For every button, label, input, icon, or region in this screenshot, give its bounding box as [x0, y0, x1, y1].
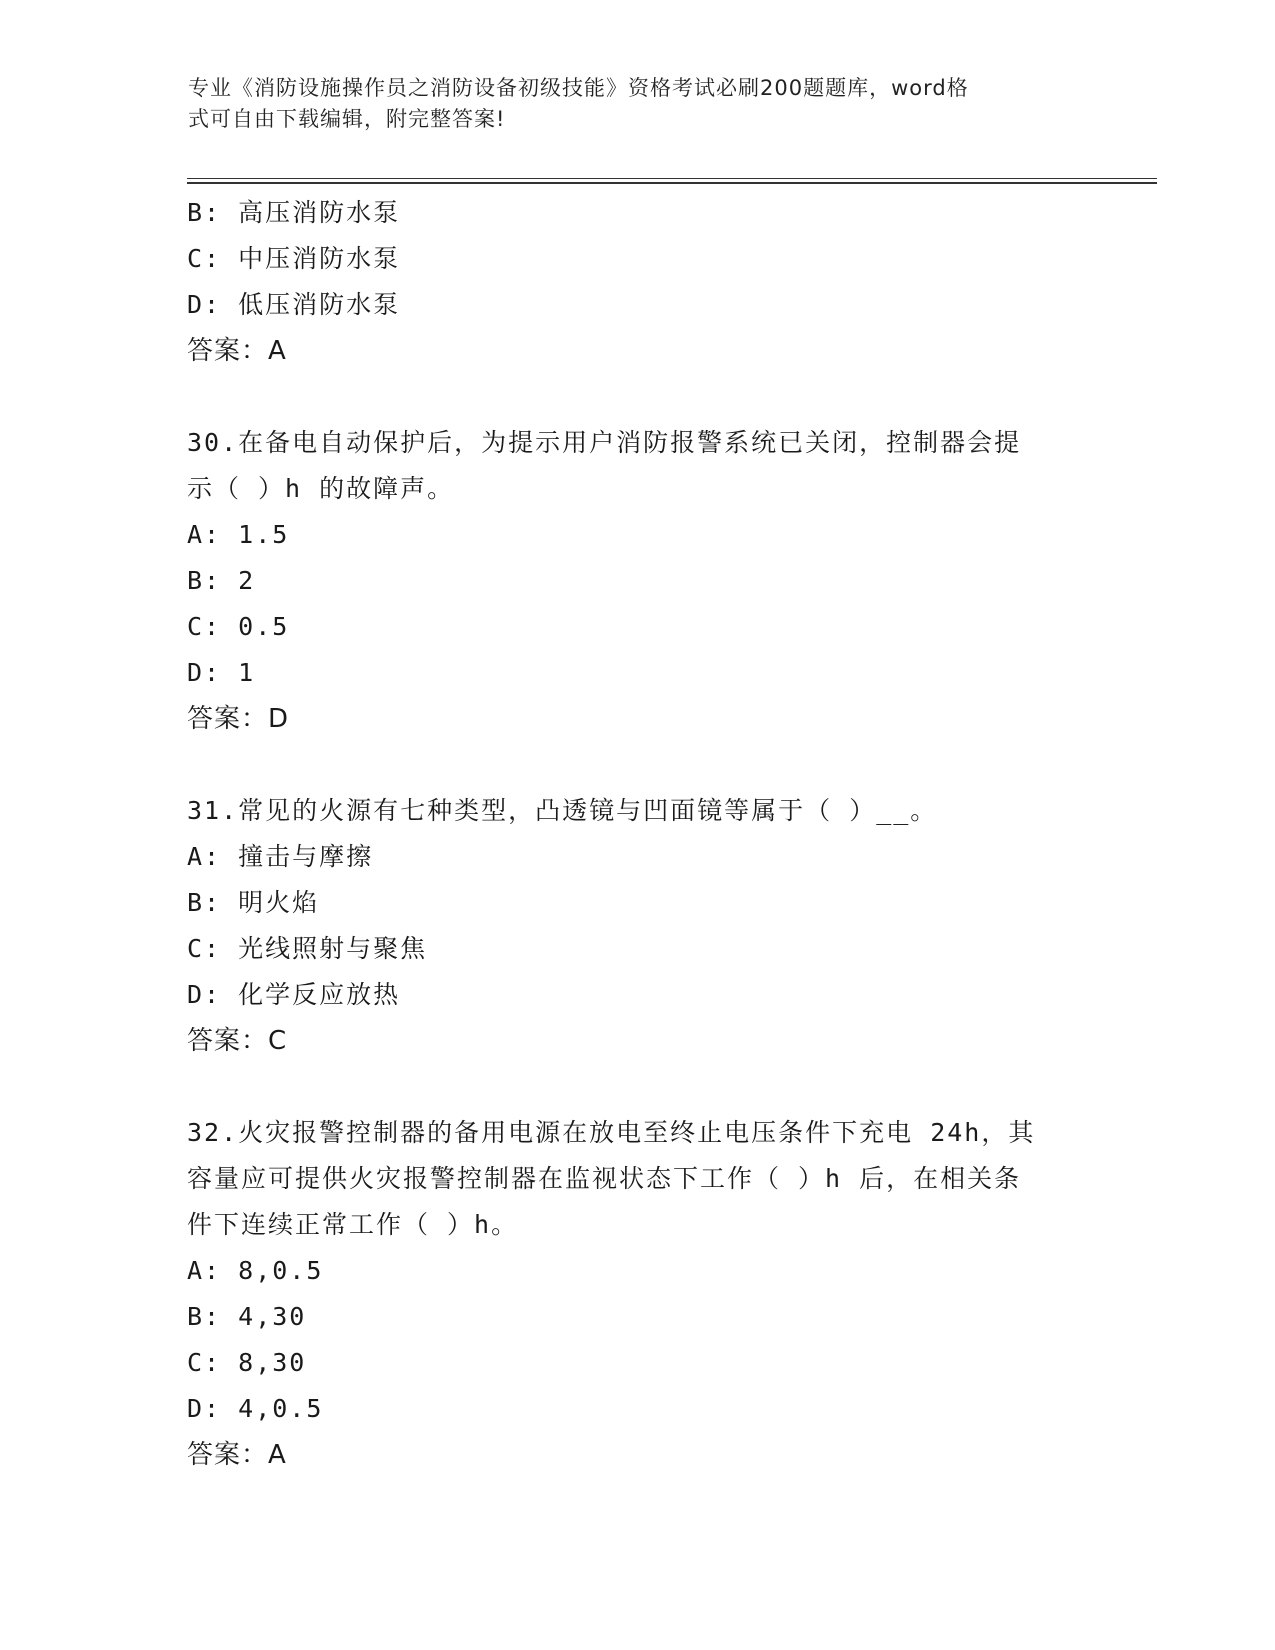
- option-d: D: 化学反应放热: [187, 980, 401, 1009]
- spacer: [187, 742, 1087, 788]
- question-text-line: 31.常见的火源有七种类型，凸透镜与凹面镜等属于（ ）__。: [187, 796, 938, 825]
- question-block-31: [187, 788, 1087, 1064]
- header-line-1: 专业《消防设施操作员之消防设备初级技能》资格考试必刷200题题库，word格: [188, 76, 969, 100]
- option-a: A: 撞击与摩擦: [187, 842, 374, 871]
- option-d: D: 低压消防水泵: [187, 290, 401, 319]
- option-c: C: 中压消防水泵: [187, 244, 401, 273]
- answer-line: 答案：A: [187, 336, 287, 366]
- spacer: [187, 374, 1087, 420]
- question-text-line: 30.在备电自动保护后，为提示用户消防报警系统已关闭，控制器会提: [187, 428, 1022, 457]
- option-b: B: 2: [187, 566, 256, 595]
- option-b: B: 明火焰: [187, 888, 320, 917]
- question-block-32: [187, 1110, 1087, 1478]
- option-d: D: 4,0.5: [187, 1394, 324, 1423]
- header-line-2: 式可自由下载编辑，附完整答案!: [188, 107, 506, 131]
- answer-line: 答案：C: [187, 1026, 288, 1056]
- option-d: D: 1: [187, 658, 256, 687]
- question-list: [187, 190, 1087, 1478]
- question-text-line: 件下连续正常工作（ ）h。: [187, 1210, 519, 1239]
- question-text-line: 容量应可提供火灾报警控制器在监视状态下工作（ ）h 后，在相关条: [187, 1164, 1022, 1193]
- option-b: B: 4,30: [187, 1302, 307, 1331]
- option-c: C: 0.5: [187, 612, 290, 641]
- option-a: A: 8,0.5: [187, 1256, 324, 1285]
- document-header: [188, 73, 1088, 135]
- question-text-line: 示（ ）h 的故障声。: [187, 474, 455, 503]
- header-divider-thick: [187, 182, 1157, 184]
- answer-line: 答案：D: [187, 704, 290, 734]
- question-block-30: [187, 420, 1087, 742]
- spacer: [187, 1064, 1087, 1110]
- question-block-29: [187, 190, 1087, 374]
- header-divider-thin: [187, 178, 1157, 179]
- answer-line: 答案：A: [187, 1440, 287, 1470]
- option-c: C: 光线照射与聚焦: [187, 934, 428, 963]
- option-c: C: 8,30: [187, 1348, 307, 1377]
- question-text-line: 32.火灾报警控制器的备用电源在放电至终止电压条件下充电 24h，其: [187, 1118, 1036, 1147]
- option-a: A: 1.5: [187, 520, 290, 549]
- option-b: B: 高压消防水泵: [187, 198, 401, 227]
